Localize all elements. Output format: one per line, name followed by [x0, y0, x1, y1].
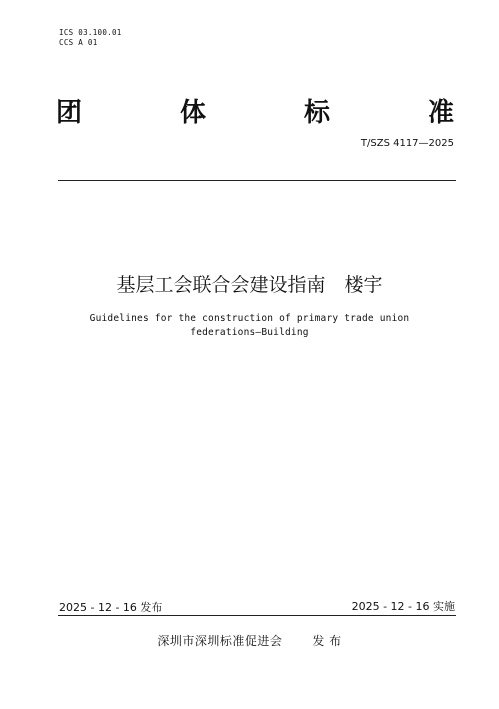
standard-type-char-2: 体	[179, 98, 206, 128]
issue-date: 2025 - 12 - 16 发布	[59, 601, 163, 614]
publisher-action: 发 布	[312, 634, 342, 648]
title-chinese: 基层工会联合会建设指南 楼宇	[116, 274, 383, 296]
standard-type-char-3: 标	[303, 98, 330, 128]
publisher-line	[0, 632, 499, 649]
ccs-code: CCS A 01	[59, 38, 98, 47]
implement-date: 2025 - 12 - 16 实施	[351, 600, 455, 613]
title-english	[0, 312, 499, 340]
bottom-divider	[58, 615, 456, 616]
standard-type-char-4: 准	[427, 98, 454, 128]
title-english-line-2: federations—Building	[190, 327, 309, 338]
ics-code: ICS 03.100.01	[59, 28, 122, 37]
classification-codes	[59, 28, 122, 48]
publisher-org: 深圳市深圳标准促进会	[157, 634, 283, 648]
top-divider	[58, 180, 456, 181]
standard-type-char-1: 团	[56, 98, 83, 128]
standard-number: T/SZS 4117—2025	[360, 138, 454, 149]
title-english-line-1: Guidelines for the construction of primary trade union	[89, 313, 410, 324]
standard-type-title	[56, 92, 454, 129]
